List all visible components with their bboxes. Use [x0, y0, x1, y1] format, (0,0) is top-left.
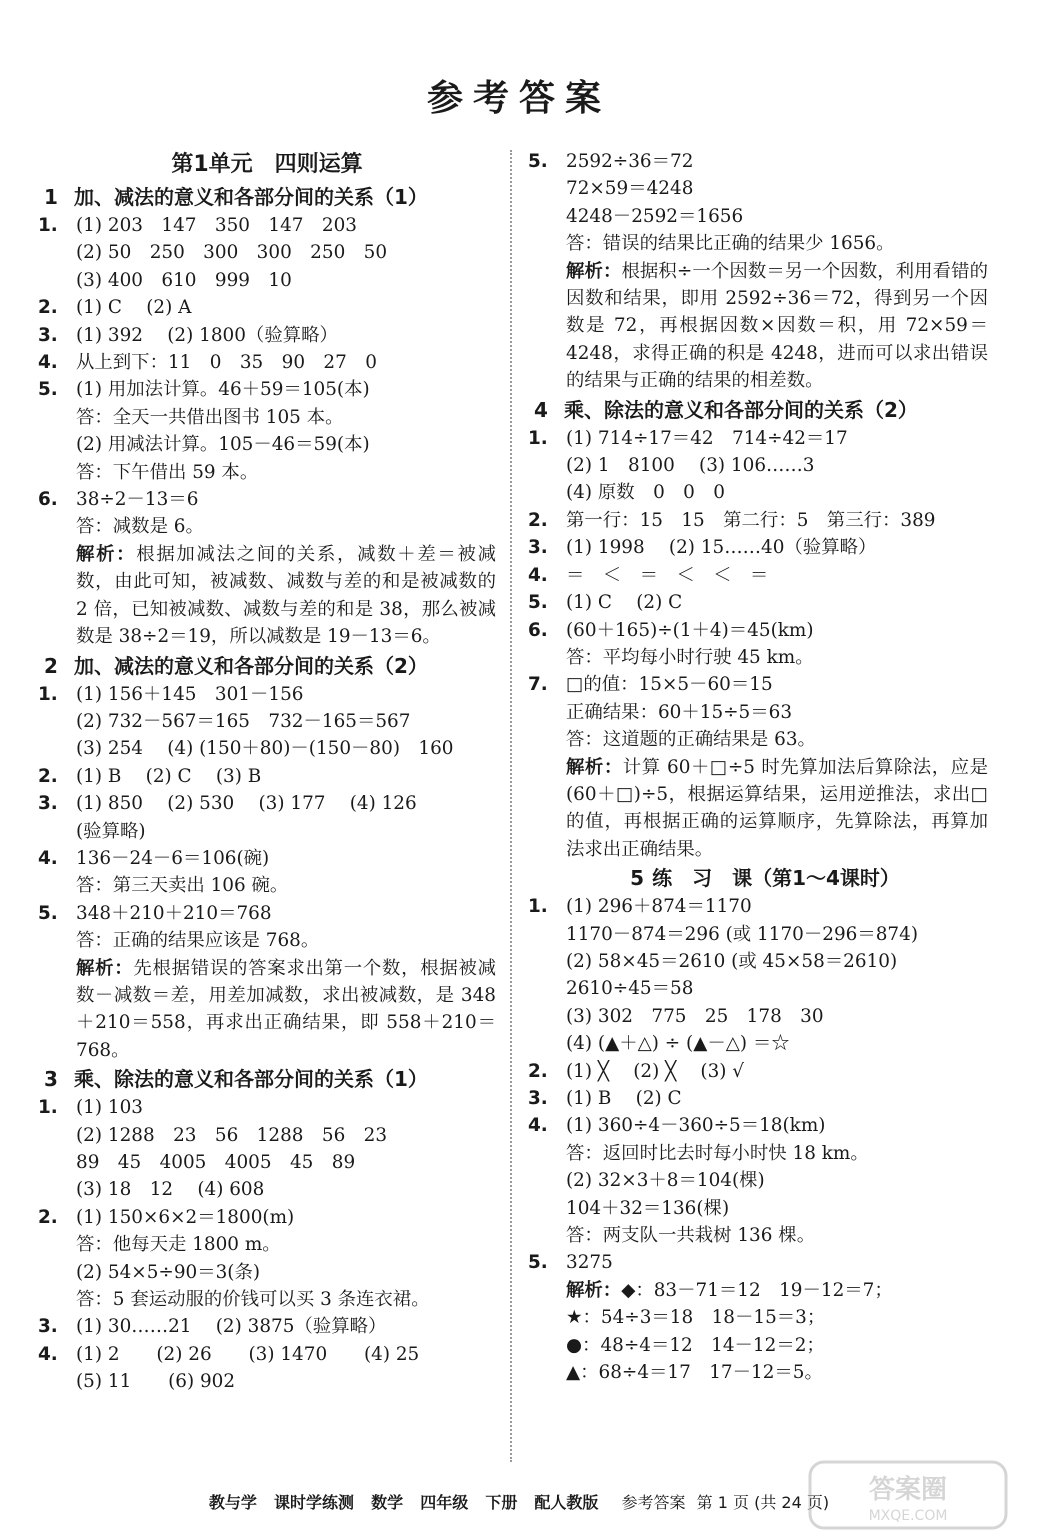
answer-item — [38, 349, 496, 376]
footer-brand: 教与学 — [208, 1493, 257, 1512]
answer-item — [528, 1085, 988, 1112]
item-number: 4. — [38, 847, 58, 869]
item-number: 2. — [38, 297, 58, 319]
answer-line: (2) 50 250 300 300 250 50 — [76, 242, 388, 264]
answer-line: (3) 302 775 25 178 30 — [566, 1005, 824, 1027]
section-title: 乘、除法的意义和各部分间的关系（1） — [74, 1067, 428, 1092]
answer-item — [38, 1094, 496, 1204]
answer-item — [528, 617, 988, 672]
answer-line: 答：这道题的正确结果是 63。 — [566, 729, 816, 751]
section-number: 3 — [44, 1067, 58, 1092]
section-number: 4 — [534, 397, 548, 422]
answer-line: (2) 732－567＝165 732－165＝567 — [76, 710, 411, 732]
item-number: 2. — [38, 765, 58, 787]
answer-item — [38, 1313, 496, 1340]
answer-line: 72×59＝4248 — [566, 178, 694, 200]
analysis-body: 计算 60＋□÷5 时先算加法后算除法，应是(60＋□)÷5，根据运算结果，运用逆推法，求出□的值，再根据正确的运算顺序，先算除法，再算加法求出正确结果。 — [566, 756, 988, 860]
answer-line: 答：错误的结果比正确的结果少 1656。 — [566, 233, 895, 255]
answer-line: (5) 11 (6) 902 — [76, 1371, 236, 1393]
answer-line: □的值：15×5－60＝15 — [566, 674, 773, 696]
answer-item — [528, 425, 988, 507]
section-title: 加、减法的意义和各部分间的关系（1） — [74, 185, 428, 209]
item-number: 5. — [38, 379, 58, 401]
item-number: 3. — [38, 1316, 58, 1338]
analysis-step: ●：48÷4＝12 14－12＝2； — [566, 1334, 825, 1356]
answer-line: 第一行：15 15 第二行：5 第三行：389 — [566, 509, 936, 531]
item-number: 3. — [38, 324, 58, 346]
analysis-line — [566, 1359, 988, 1386]
answer-item — [38, 294, 496, 321]
answer-line: 答：5 套运动服的价钱可以买 3 条连衣裙。 — [76, 1289, 430, 1311]
section-heading — [38, 651, 496, 681]
footer-subject: 数学 — [371, 1493, 404, 1512]
footer-grade: 四年级 — [420, 1493, 469, 1512]
watermark-icon — [808, 1460, 1008, 1530]
answer-line: (1) B (2) C (3) B — [76, 765, 262, 787]
answer-item — [38, 790, 496, 845]
answer-line: (1) B (2) C — [566, 1088, 682, 1109]
analysis-text — [566, 754, 988, 864]
answer-item — [38, 845, 496, 900]
footer-volume: 下册 — [485, 1493, 518, 1512]
answer-line: (1) C (2) A — [76, 297, 192, 319]
column-divider — [510, 150, 512, 1462]
item-number: 4. — [38, 352, 58, 374]
analysis-label: 解析： — [566, 260, 622, 282]
watermark-text: 答案圈 — [868, 1475, 948, 1505]
section-heading — [38, 182, 496, 212]
answer-line: (2) 用减法计算。105－46＝59(本) — [76, 434, 370, 456]
answer-line: (1) 150×6×2＝1800(m) — [76, 1206, 295, 1228]
analysis-step: ▲：68÷4＝17 17－12＝5。 — [566, 1362, 823, 1384]
answer-line: 4248－2592＝1656 — [566, 205, 744, 227]
answer-line: (3) 18 12 (4) 608 — [76, 1179, 265, 1201]
answer-line: (验算略) — [76, 820, 146, 842]
answer-line: 348＋210＋210＝768 — [76, 902, 272, 924]
answer-line: 答：减数是 6。 — [76, 516, 204, 538]
analysis-label: 解析： — [566, 756, 623, 778]
answer-line: 答：平均每小时行驶 45 km。 — [566, 646, 814, 668]
answer-line: (1) 296＋874＝1170 — [566, 896, 752, 918]
answer-item — [38, 322, 496, 349]
item-number: 2. — [528, 1060, 548, 1082]
answer-line: (4) (▲＋△) ÷ (▲－△) ＝☆ — [566, 1033, 790, 1055]
analysis-body: 根据加减法之间的关系，减数＋差＝被减数，由此可知，被减数、减数与差的和是被减数的 2 倍，已知被减数、减数与差的和是 38，那么被减数是 38÷2＝19，所以减数是 19－13＝6。 — [76, 543, 502, 648]
answer-item — [528, 1249, 988, 1386]
answer-line: 正确结果：60＋15÷5＝63 — [566, 701, 793, 723]
answer-item — [38, 486, 502, 650]
answer-line: 1170－874＝296 (或 1170－296＝874) — [566, 923, 919, 945]
item-number: 5. — [528, 1252, 548, 1274]
answer-line: (4) 原数 0 0 0 — [566, 482, 725, 504]
item-number: 4. — [38, 1343, 58, 1365]
answer-line: 89 45 4005 4005 45 89 — [76, 1152, 356, 1173]
unit-heading: 第1单元 四则运算 — [171, 152, 363, 177]
analysis-line — [566, 1332, 988, 1359]
answer-line: ＝ ＜ ＝ ＜ ＜ ＝ — [566, 564, 769, 586]
analysis-text — [76, 541, 502, 651]
answer-line: (1) 103 — [76, 1097, 143, 1119]
answer-item — [528, 589, 988, 616]
answer-item — [528, 562, 988, 589]
section-heading — [528, 863, 988, 893]
footer-section: 参考答案 — [621, 1493, 686, 1512]
answer-line: (1) 2 (2) 26 (3) 1470 (4) 25 — [76, 1343, 420, 1365]
answer-line: (2) 32×3＋8＝104(棵) — [566, 1170, 765, 1192]
section-number: 5 — [630, 866, 645, 891]
answer-line: (60＋165)÷(1＋4)＝45(km) — [566, 619, 814, 641]
answer-item — [528, 671, 988, 863]
answer-item — [528, 893, 988, 1057]
item-number: 1. — [38, 683, 58, 705]
analysis-line — [566, 1277, 988, 1304]
answer-line: (2) 1 8100 (3) 106……3 — [566, 455, 815, 477]
analysis-text — [566, 258, 988, 395]
item-number: 5. — [528, 592, 548, 614]
analysis-text — [76, 955, 496, 1065]
item-number: 3. — [38, 793, 58, 815]
answer-line: 136－24－6＝106(碗) — [76, 847, 270, 869]
answer-line: 答：下午借出 59 本。 — [76, 461, 259, 483]
item-number: 2. — [528, 509, 548, 531]
item-number: 4. — [528, 564, 548, 586]
answer-item — [38, 376, 496, 486]
item-number: 6. — [38, 489, 58, 511]
right-column — [528, 148, 988, 1468]
item-number: 1. — [38, 1097, 58, 1119]
section-number: 1 — [44, 185, 58, 209]
section-number: 2 — [44, 653, 58, 678]
footer-edition: 配人教版 — [534, 1493, 599, 1512]
analysis-label: 解析： — [76, 957, 134, 979]
section-heading — [38, 1064, 496, 1094]
answer-line: (1) C (2) C — [566, 592, 683, 614]
answer-line: (1) 203 147 350 147 203 — [76, 215, 357, 236]
answer-line: 答：全天一共借出图书 105 本。 — [76, 406, 344, 428]
item-number: 1. — [528, 427, 548, 449]
answer-line: (1) 850 (2) 530 (3) 177 (4) 126 — [76, 793, 417, 815]
section-heading — [528, 395, 988, 425]
answer-line: 答：返回时比去时每小时快 18 km。 — [566, 1142, 869, 1164]
answer-line: 104＋32＝136(棵) — [566, 1197, 730, 1219]
analysis-body: 先根据错误的答案求出第一个数，根据被减数－减数＝差，用差加减数，求出被减数，是 348＋210＝558，再求出正确结果，即 558＋210＝768。 — [76, 957, 496, 1061]
answer-item — [528, 1112, 988, 1249]
item-number: 7. — [528, 674, 548, 696]
page-title: 参考答案 — [426, 78, 611, 119]
answer-item — [38, 1341, 496, 1396]
item-number: 4. — [528, 1115, 548, 1137]
answer-item — [38, 681, 496, 763]
answer-line: (1) 392 (2) 1800（验算略） — [76, 324, 338, 346]
analysis-step: ★：54÷3＝18 18－15＝3； — [566, 1307, 826, 1329]
answer-item — [528, 1058, 988, 1085]
footer-page-number: 第 1 页 (共 24 页) — [696, 1493, 830, 1512]
item-number: 5. — [528, 151, 548, 172]
item-number: 1. — [528, 896, 548, 918]
analysis-label: 解析： — [566, 1279, 622, 1301]
left-column — [38, 148, 502, 1468]
watermark-logo — [808, 1460, 1008, 1530]
item-number: 2. — [38, 1206, 58, 1228]
analysis-line — [566, 1304, 988, 1331]
answer-line: (1) ╳ (2) ╳ (3) √ — [566, 1060, 745, 1082]
section-title: 练 习 课（第1～4课时） — [652, 866, 900, 891]
answer-line: 答：两支队一共栽树 136 棵。 — [566, 1225, 816, 1247]
item-number: 6. — [528, 619, 548, 641]
answer-item — [528, 507, 988, 534]
answer-line: 答：他每天走 1800 m。 — [76, 1234, 281, 1256]
footer-series: 课时学练测 — [273, 1493, 354, 1512]
answer-line: 答：正确的结果应该是 768。 — [76, 930, 320, 952]
answer-line: (2) 58×45＝2610 (或 45×58＝2610) — [566, 950, 898, 972]
analysis-label: 解析： — [76, 543, 137, 565]
answer-item — [38, 212, 496, 294]
item-number: 5. — [38, 902, 58, 924]
answer-item — [38, 1204, 496, 1314]
answer-line: (2) 1288 23 56 1288 56 23 — [76, 1124, 388, 1146]
answer-line: (2) 54×5÷90＝3(条) — [76, 1261, 261, 1283]
answer-line: (3) 254 (4) (150＋80)－(150－80) 160 — [76, 738, 454, 760]
answer-line: 2610÷45＝58 — [566, 978, 694, 1000]
answer-line: (1) 156＋145 301－156 — [76, 683, 304, 705]
answer-line: 答：第三天卖出 106 碗。 — [76, 875, 289, 897]
analysis-step: ◆：83－71＝12 19－12＝7； — [621, 1279, 893, 1301]
item-number: 3. — [528, 1088, 548, 1109]
section-title: 乘、除法的意义和各部分间的关系（2） — [564, 397, 918, 422]
answer-line: (1) 30……21 (2) 3875（验算略） — [76, 1316, 387, 1338]
analysis-body: 根据积÷一个因数＝另一个因数，利用看错的因数和结果，即用 2592÷36＝72，得到另一个因数是 72，再根据因数×因数＝积，用 72×59＝4248，求得正确的积是 4248，进而可以求出错误的结果与正确的结果的相差数。 — [566, 260, 988, 392]
answer-item — [38, 900, 496, 1064]
answer-line: 38÷2－13＝6 — [76, 489, 199, 511]
item-number: 1. — [38, 215, 58, 236]
answer-line: (1) 360÷4－360÷5＝18(km) — [566, 1115, 826, 1137]
answer-item — [38, 763, 496, 790]
answer-line: (1) 1998 (2) 15……40（验算略） — [566, 537, 877, 559]
section-title: 加、减法的意义和各部分间的关系（2） — [74, 653, 428, 678]
answer-line: 3275 — [566, 1252, 613, 1274]
answer-item — [528, 534, 988, 561]
answer-item — [528, 148, 988, 395]
answer-line: (1) 714÷17＝42 714÷42＝17 — [566, 427, 848, 449]
answer-line: 从上到下：11 0 35 90 27 0 — [76, 352, 377, 374]
item-number: 3. — [528, 537, 548, 559]
answer-line: (3) 400 610 999 10 — [76, 269, 292, 291]
answer-line: (1) 用加法计算。46＋59＝105(本) — [76, 379, 370, 401]
svg-text:MXQE.COM: MXQE.COM — [868, 1508, 948, 1524]
answer-line: 2592÷36＝72 — [566, 151, 694, 172]
